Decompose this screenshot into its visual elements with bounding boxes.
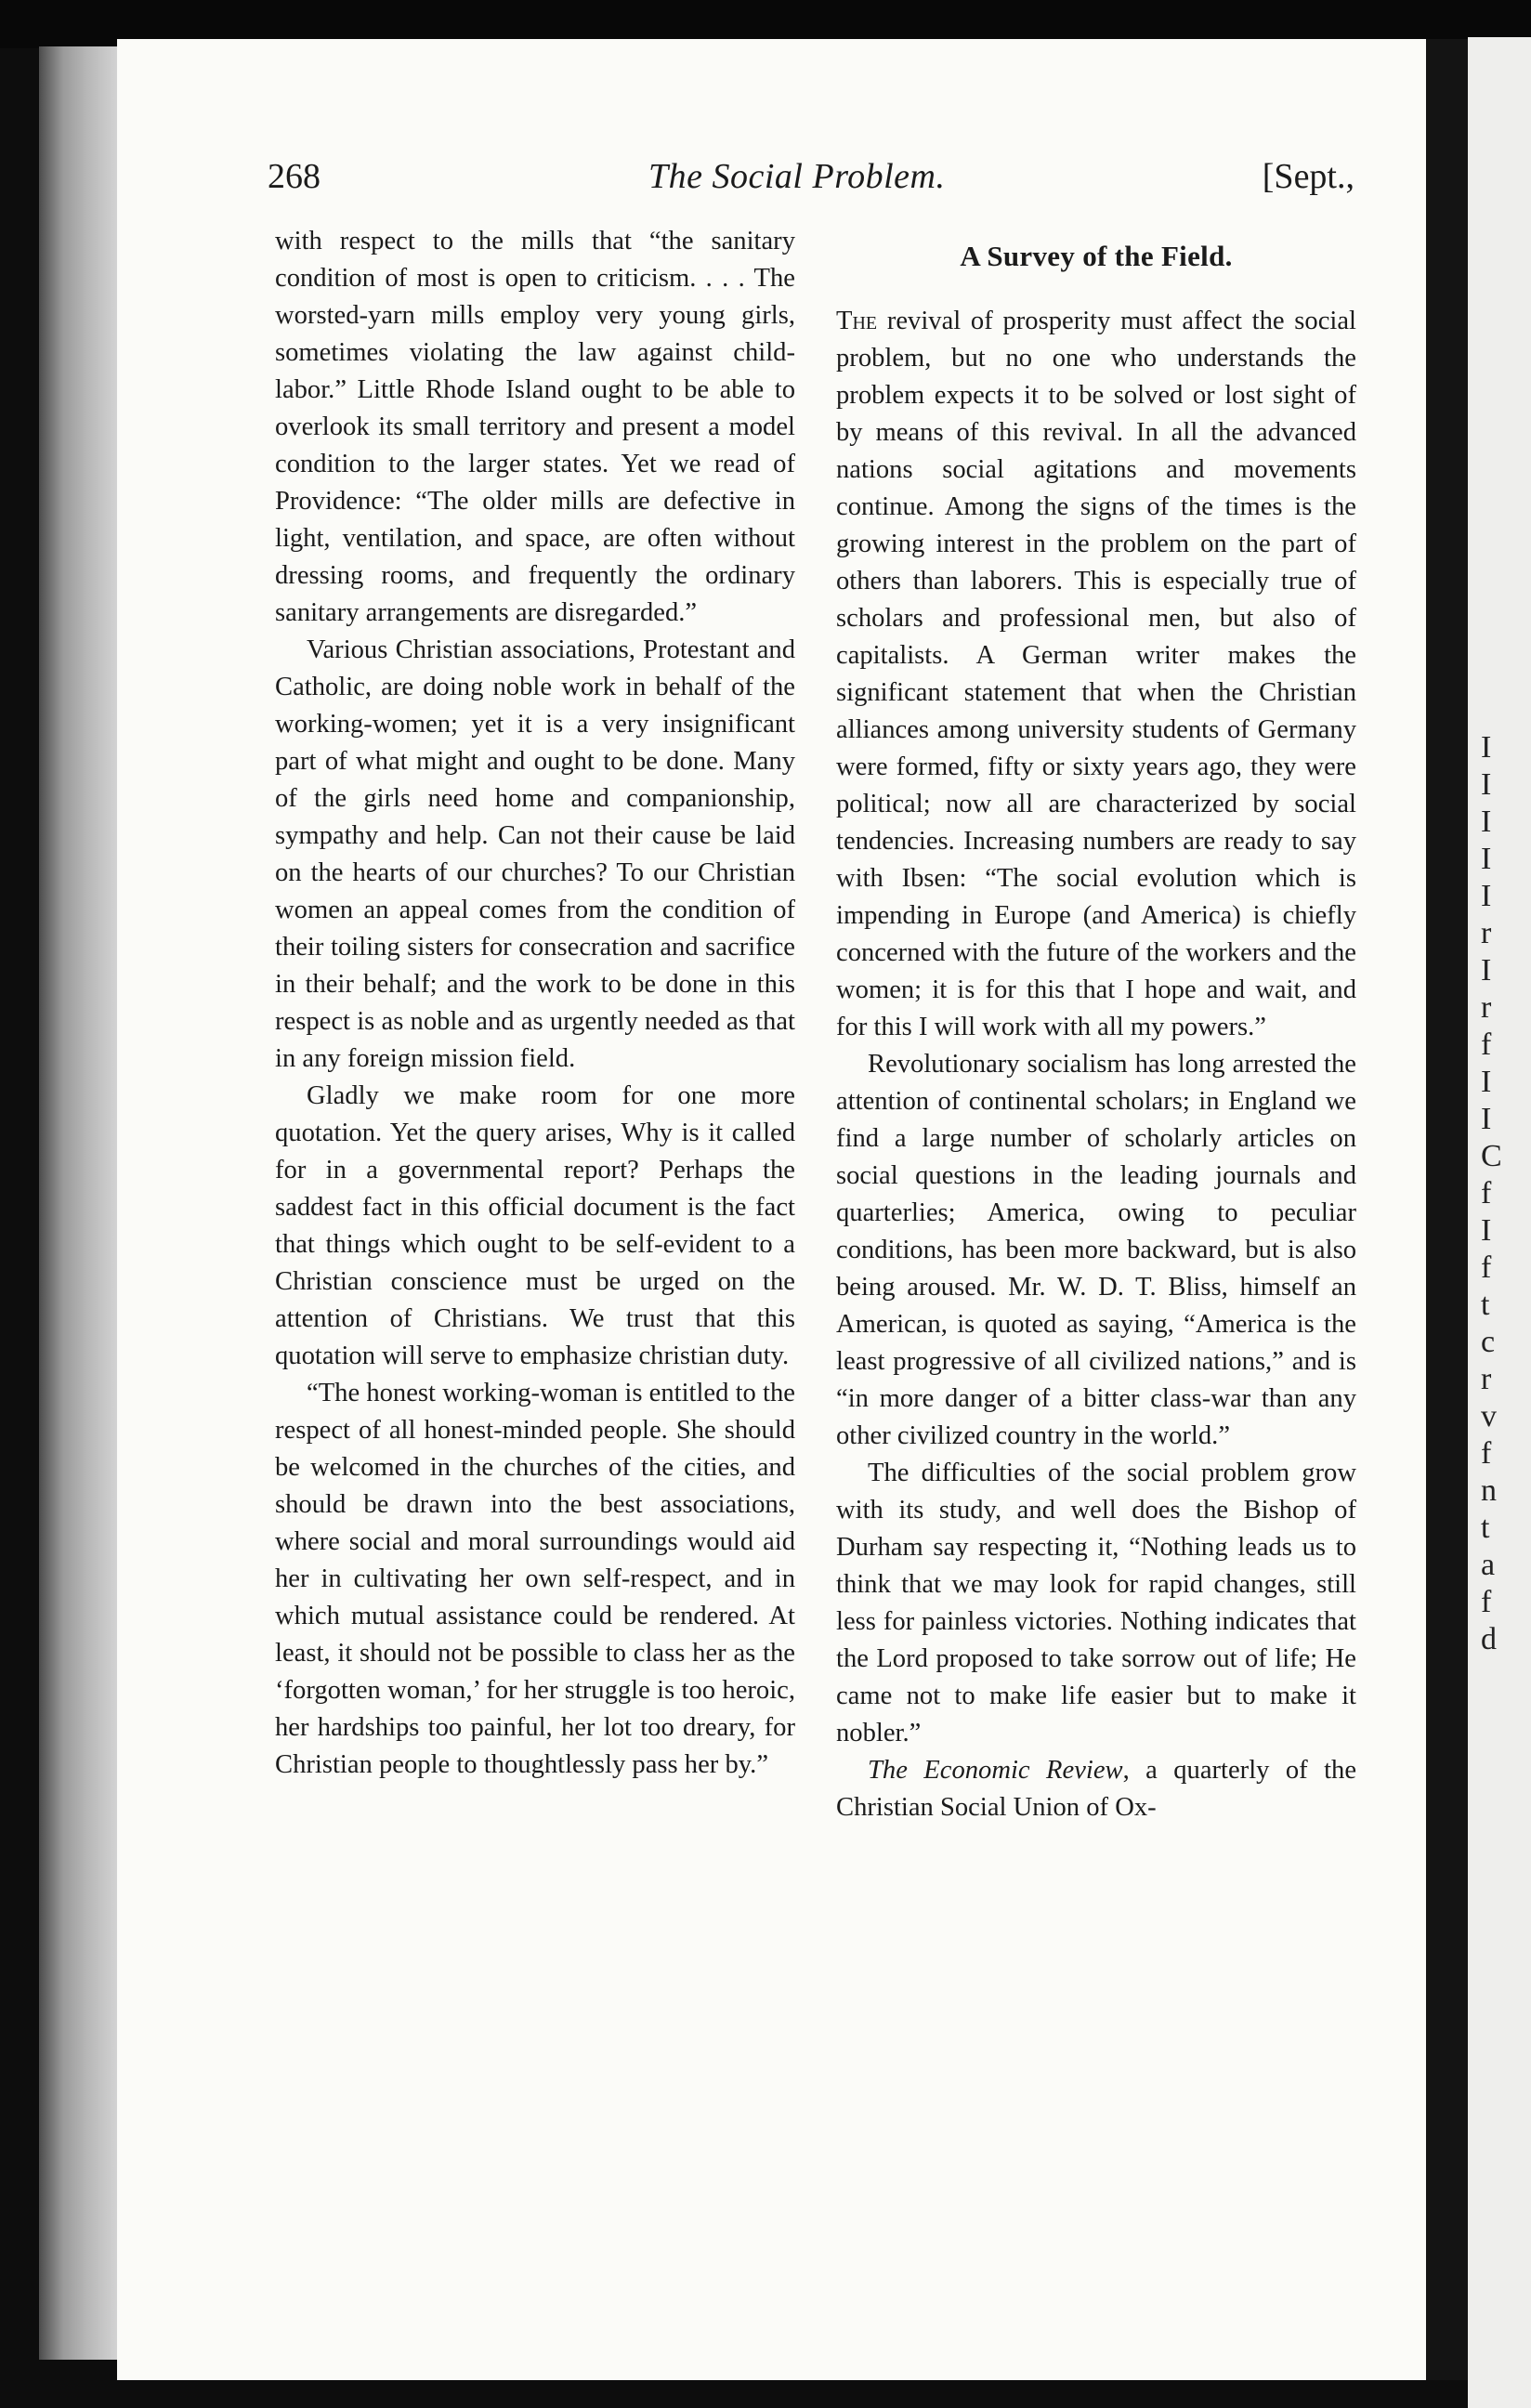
facing-page-letter: I	[1481, 1213, 1492, 1248]
facing-page-letter: v	[1481, 1399, 1497, 1433]
facing-page-letter: I	[1481, 805, 1492, 839]
facing-page-letter: t	[1481, 1288, 1490, 1322]
closing-paragraph-text: , a quarterly of the Christian Social Union of Ox-	[836, 1756, 1357, 1822]
right-column	[836, 238, 1356, 1826]
facing-page-letter: f	[1481, 1250, 1492, 1285]
section-heading: A Survey of the Field.	[960, 240, 1233, 272]
facing-page-letter: f	[1481, 1176, 1492, 1211]
facing-page-letter: f	[1481, 1436, 1492, 1471]
book-gutter	[1426, 39, 1468, 2380]
facing-page-letter: f	[1481, 1585, 1492, 1619]
facing-page-letter: r	[1481, 990, 1492, 1025]
facing-page-letter: I	[1481, 842, 1492, 876]
facing-page-letter: r	[1481, 916, 1492, 950]
running-month: [Sept.,	[1262, 157, 1354, 196]
body-paragraph: “The honest working-woman is entitled to the respect of all honest-minded people. She should be welcomed in the churches of the cities, and should be drawn into the best associations, where social and moral surroundings would aid her in cultivating her own self-respect, and in which mutual assistance could be rendered. At least, it should not be possible to class her as the ‘forgotten woman,’ for her struggle is too heroic, her hardships too painful, her lot too dreary, for Christian people to thoughtlessly pass her by.”	[275, 1379, 795, 1779]
page-number: 268	[268, 157, 321, 196]
opening-word: The	[836, 307, 878, 335]
opening-paragraph	[836, 303, 1356, 1046]
facing-page-letter: I	[1481, 1102, 1492, 1136]
running-head	[268, 156, 1354, 203]
facing-page-letter: C	[1481, 1139, 1502, 1173]
facing-page-letter: a	[1481, 1548, 1496, 1582]
facing-page-letter: I	[1481, 1065, 1492, 1099]
journal-title: The Economic Review	[868, 1756, 1123, 1785]
facing-page-letter: f	[1481, 1027, 1492, 1062]
running-title: The Social Problem.	[648, 157, 946, 196]
facing-page-letter: r	[1481, 1362, 1492, 1396]
body-paragraph: Gladly we make room for one more quotation. Yet the query arises, Why is it called for in a governmental report? Perhaps the saddest fact in this official document is the fact that things which ought to be self-evident to a Christian conscience must be urged on the attention of Christians. We trust that this quotation will serve to emphasize christian duty.	[275, 1081, 795, 1370]
opening-paragraph-text: revival of prosperity must affect the social problem, but no one who understands the problem expects it to be solved or lost sight of by means of this revival. In all the advanced nations social agitations and movements continue. Among the signs of the times is the growing interest in the problem on the part of others than laborers. This is especially true of scholars and professional men, but also of capitalists. A German writer makes the significant statement that when the Christian alliances among university students of Germany were formed, fifty or sixty years ago, they were political; now all are characterized by social tendencies. Increasing numbers are ready to say with Ibsen: “The social evolution which is impending in Europe (and America) is chiefly concerned with the future of the workers and the women; it is for this that I hope and wait, and for this I will work with all my powers.”	[836, 307, 1356, 1041]
left-column	[275, 223, 795, 1784]
page-stack-edge	[39, 46, 119, 2360]
facing-page-letter: I	[1481, 730, 1492, 765]
facing-page-letter: d	[1481, 1622, 1497, 1656]
facing-page-letter: c	[1481, 1325, 1496, 1359]
facing-page-letter: n	[1481, 1473, 1497, 1508]
body-paragraph: with respect to the mills that “the sanitary condition of most is open to criticism. . . . The worsted-yarn mills employ very young girls, sometimes violating the law against child-labor.” Little Rhode Island ought to be able to overlook its small territory and present a model condition to the larger states. Yet we read of Providence: “The older mills are defective in light, ventilation, and space, are often without dressing rooms, and frequently the ordinary sanitary arrangements are disregarded.”	[275, 227, 795, 627]
body-paragraph: Various Christian associations, Protestant and Catholic, are doing noble work in behalf of the working-women; yet it is a very insignificant part of what might and ought to be done. Many of the girls need home and companionship, sympathy and help. Can not their cause be laid on the hearts of our churches? To our Christian women an appeal comes from the condition of their toiling sisters for consecration and sacrifice in their behalf; and the work to be done in this respect is as noble and as urgently needed as that in any foreign mission field.	[275, 635, 795, 1073]
facing-page-edge	[1468, 37, 1531, 2408]
facing-page-letter: I	[1481, 953, 1492, 988]
body-paragraph: The difficulties of the social problem grow with its study, and well does the Bishop of Durham say respecting it, “Nothing leads us to think that we may look for rapid changes, still less for painless victories. Nothing indicates that the Lord proposed to take sorrow out of life; He came not to make life easier but to make it nobler.”	[836, 1459, 1356, 1747]
facing-page-letter: t	[1481, 1511, 1490, 1545]
facing-page-letter: I	[1481, 879, 1492, 913]
facing-page-letter: I	[1481, 767, 1492, 802]
closing-paragraph	[836, 1752, 1356, 1826]
body-paragraph: Revolutionary socialism has long arrested the attention of continental scholars; in England we find a large number of scholarly articles on social questions in the leading journals and quarterlies; America, owing to peculiar conditions, has been more backward, but is also being aroused. Mr. W. D. T. Bliss, himself an American, is quoted as saying, “America is the least progressive of all civilized nations,” and is “in more danger of a bitter class-war than any other civilized country in the world.”	[836, 1050, 1356, 1450]
